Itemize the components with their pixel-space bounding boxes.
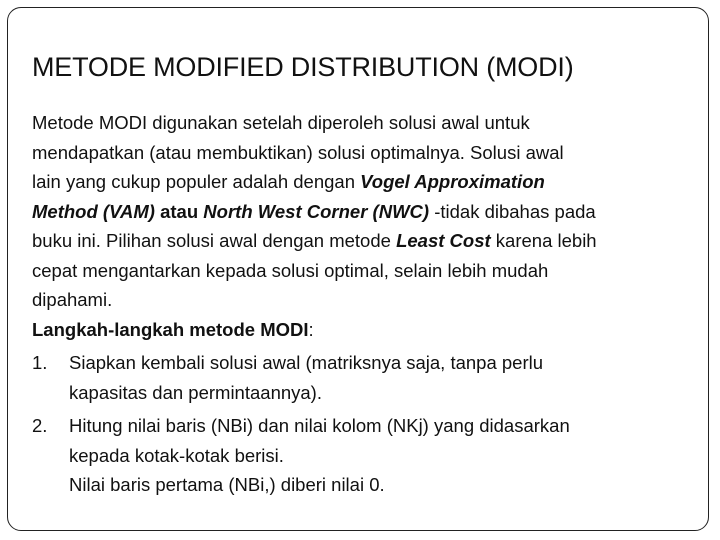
steps-heading-colon: : (308, 318, 314, 340)
vam-term-cont: Method (VAM) (32, 200, 155, 222)
paragraph-line-6: cepat mengantarkan kepada solusi optimal, selain lebih mudah (32, 259, 549, 281)
step-note: Nilai baris pertama (NBi,) diberi nilai 0. (69, 474, 385, 495)
paragraph-text: buku ini. Pilihan solusi awal dengan metode (32, 230, 397, 251)
step-text: Siapkan kembali solusi awal (matriksnya saja, tanpa perlu (69, 352, 544, 373)
step-number: 2. (32, 415, 48, 436)
paragraph-line-1: Metode MODI digunakan setelah diperoleh solusi awal untuk (32, 112, 530, 133)
paragraph-text: karena lebih (490, 230, 597, 251)
steps-heading-text: Langkah-langkah metode MODI (32, 318, 309, 340)
paragraph-line-4 (32, 201, 596, 222)
paragraph-line-3 (32, 171, 545, 192)
vam-term: Vogel Approximation (360, 171, 545, 192)
steps-heading (32, 315, 692, 345)
slide-frame (7, 7, 709, 531)
step-item-1 (32, 348, 692, 407)
intro-paragraph (32, 108, 692, 315)
step-text-cont: kapasitas dan permintaannya). (69, 381, 322, 403)
step-text-cont: kepada kotak-kotak berisi. (69, 444, 284, 466)
least-cost-term: Least Cost (396, 230, 491, 251)
paragraph-line-5 (32, 230, 597, 251)
paragraph-line-2: mendapatkan (atau membuktikan) solusi optimalnya. Solusi awal (32, 141, 564, 163)
slide-title: METODE MODIFIED DISTRIBUTION (MODI) (32, 52, 574, 82)
step-text: Hitung nilai baris (NBi) dan nilai kolom (NKj) yang didasarkan (69, 415, 570, 436)
paragraph-text: -tidak dibahas pada (429, 200, 596, 222)
paragraph-line-7: dipahami. (32, 289, 113, 310)
step-item-2 (32, 411, 692, 470)
paragraph-text: lain yang cukup populer adalah dengan (32, 171, 361, 192)
step-number: 1. (32, 352, 48, 373)
nwc-term: North West Corner (NWC) (203, 200, 430, 222)
slide-body (32, 108, 692, 500)
atau-word: atau (154, 200, 204, 222)
